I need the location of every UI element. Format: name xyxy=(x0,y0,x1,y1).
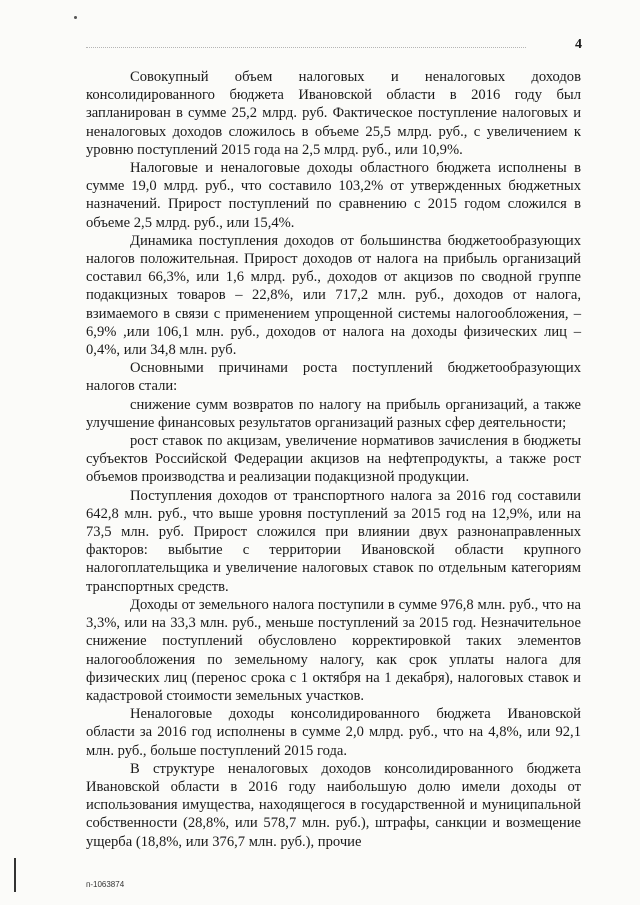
paragraph: Основными причинами роста поступлений бюджетообразующих налогов стали: xyxy=(86,360,581,395)
header-rule xyxy=(86,47,526,48)
paragraph: Неналоговые доходы консолидированного бюджета Ивановской области за 2016 год исполнены в сумме 2,0 млрд. руб., что на 4,8%, или 92,1 млн. руб., больше поступлений 2015 года. xyxy=(86,706,581,759)
footer-code: п-1063874 xyxy=(86,880,125,889)
scan-edge-mark xyxy=(14,858,16,892)
paragraph: Совокупный объем налоговых и неналоговых доходов консолидированного бюджета Ивановской области в 2016 году был запланирован в сумме 25,2 млрд. руб. Фактическое поступление налоговых и неналоговых доходов сложилось в объеме 25,5 млрд. руб., с увеличением к уровню поступлений 2015 года на 2,5 млрд. руб., или 10,9%. xyxy=(86,69,581,158)
page-number: 4 xyxy=(575,37,582,52)
paragraph: Налоговые и неналоговые доходы областного бюджета исполнены в сумме 19,0 млрд. руб., что составило 103,2% от утвержденных бюджетных назначений. Прирост поступлений по сравнению с 2015 годом сложился в объеме 2,5 млрд. руб., или 15,4%. xyxy=(86,160,581,231)
paragraph: В структуре неналоговых доходов консолидированного бюджета Ивановской области в 2016 году наибольшую долю имели доходы от использования имущества, находящегося в государственной и муниципальной собственности (28,8%, или 578,7 млн. руб.), штрафы, санкции и возмещение ущерба (18,8%, или 376,7 млн. руб.), прочие xyxy=(86,760,581,850)
paragraph: Доходы от земельного налога поступили в сумме 976,8 млн. руб., что на 3,3%, или на 33,3 млн. руб., меньше поступлений за 2015 год. Незначительное снижение поступлений обусловлено корректировкой таких элементов налогообложения по земельному налогу, как срок уплаты налога для физических лиц (перенос срока с 1 октября на 1 декабря), налоговых ставок и кадастровой стоимости земельных участков. xyxy=(86,596,581,704)
paragraph: Динамика поступления доходов от большинства бюджетообразующих налогов положительная. Прирост доходов от налога на прибыль организаций составил 66,3%, или 1,6 млрд. руб., доходов от акцизов по сводной группе подакцизных товаров – 22,8%, или 717,2 млн. руб., доходов от налога, взимаемого в связи с применением упрощенной системы налогообложения, – 6,9% ,или 106,1 млн. руб., доходов от налога на доходы физических лиц – 0,4%, или 34,8 млн. руб. xyxy=(86,232,581,359)
scan-mark xyxy=(74,16,77,19)
list-item: рост ставок по акцизам, увеличение нормативов зачисления в бюджеты субъектов Российской Федерации акцизов на нефтепродукты, а также рост объемов производства и реализации подакцизной продукции. xyxy=(86,433,581,486)
paragraph: Поступления доходов от транспортного налога за 2016 год составили 642,8 млн. руб., что выше уровня поступлений за 2015 год на 12,9%, или на 73,5 млн. руб. Прирост сложился при влиянии двух разнонаправленных факторов: выбытие с территории Ивановской области крупного налогоплательщика и увеличение налоговых ставок по отдельным категориям транспортных средств. xyxy=(86,487,581,595)
list-item: снижение сумм возвратов по налогу на прибыль организаций, а также улучшение финансовых результатов организаций разных сфер деятельности; xyxy=(86,396,581,431)
body-text xyxy=(86,68,581,851)
